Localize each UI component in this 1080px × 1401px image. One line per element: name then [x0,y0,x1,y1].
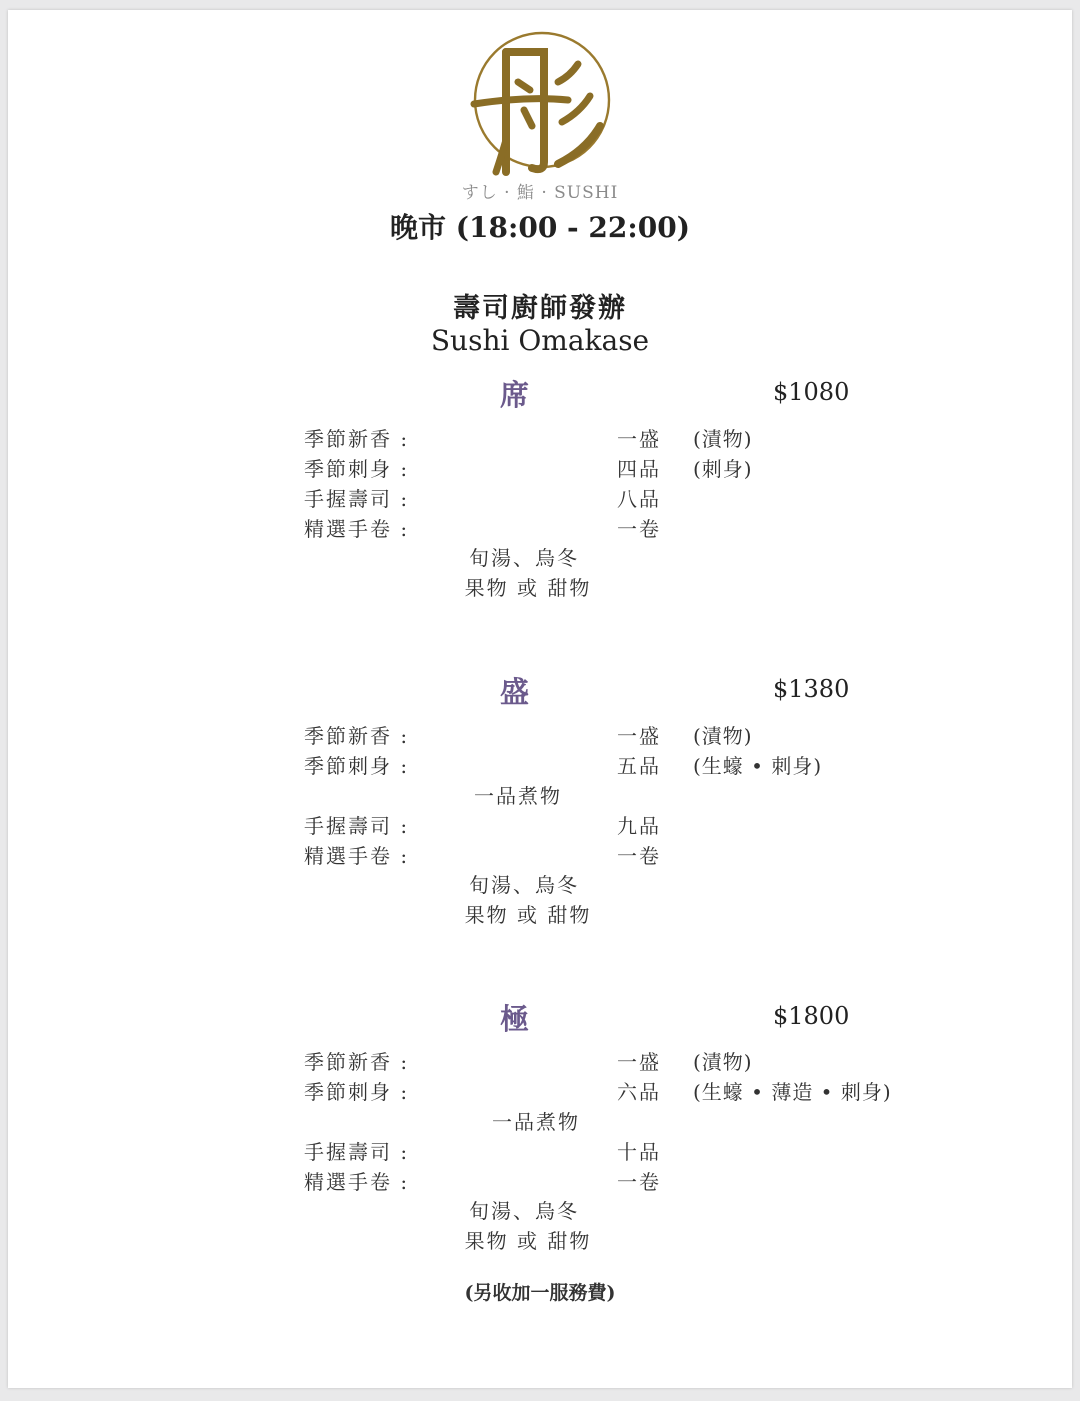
item-quantity: 十品 [617,1140,661,1164]
tier-price: $1800 [773,1002,850,1030]
item-label: 季節新香 : [304,724,410,748]
dessert-line: 果物 或 甜物 [464,576,592,600]
simmered-dish-line: 一品煮物 [492,1110,580,1134]
item-label: 精選手卷 : [304,517,410,541]
tier-price: $1080 [773,378,850,406]
item-label: 季節新香 : [304,1050,410,1074]
brand-tagline: すし · 鮨 · SUSHI [461,183,619,203]
soup-noodle-line: 旬湯、烏冬 [469,546,579,570]
item-quantity: 一盛 [617,427,661,451]
item-label: 精選手卷 : [304,844,410,868]
item-label: 精選手卷 : [304,1170,410,1194]
item-note: (生蠔 • 刺身) [693,754,823,778]
item-quantity: 一盛 [617,1050,661,1074]
item-label: 手握壽司 : [304,1140,410,1164]
dessert-line: 果物 或 甜物 [464,1229,592,1253]
restaurant-logo [466,22,616,182]
tier-name: 極 [500,1002,530,1036]
simmered-dish-line: 一品煮物 [474,784,562,808]
item-label: 季節刺身 : [304,1080,410,1104]
item-quantity: 一卷 [617,844,661,868]
omakase-heading-zh: 壽司廚師發辦 [453,293,627,324]
item-label: 手握壽司 : [304,487,410,511]
item-quantity: 九品 [617,814,661,838]
soup-noodle-line: 旬湯、烏冬 [469,873,579,897]
dessert-line: 果物 或 甜物 [464,903,592,927]
omakase-heading-en: Sushi Omakase [430,324,650,357]
item-label: 季節刺身 : [304,457,410,481]
service-time-title: 晚市 (18:00 - 22:00) [390,211,690,244]
item-quantity: 一盛 [617,724,661,748]
item-note: (漬物) [693,427,753,451]
item-quantity: 八品 [617,487,661,511]
item-label: 手握壽司 : [304,814,410,838]
service-charge-note: (另收加一服務費) [464,1282,616,1304]
item-quantity: 一卷 [617,517,661,541]
tier-name: 席 [500,378,530,412]
item-quantity: 一卷 [617,1170,661,1194]
item-note: (漬物) [693,724,753,748]
item-quantity: 五品 [617,754,661,778]
item-label: 季節刺身 : [304,754,410,778]
item-quantity: 六品 [617,1080,661,1104]
item-note: (漬物) [693,1050,753,1074]
item-label: 季節新香 : [304,427,410,451]
item-note: (生蠔 • 薄造 • 刺身) [693,1080,892,1104]
item-quantity: 四品 [617,457,661,481]
tier-price: $1380 [773,675,850,703]
soup-noodle-line: 旬湯、烏冬 [469,1199,579,1223]
tier-name: 盛 [500,675,530,709]
item-note: (刺身) [693,457,753,481]
